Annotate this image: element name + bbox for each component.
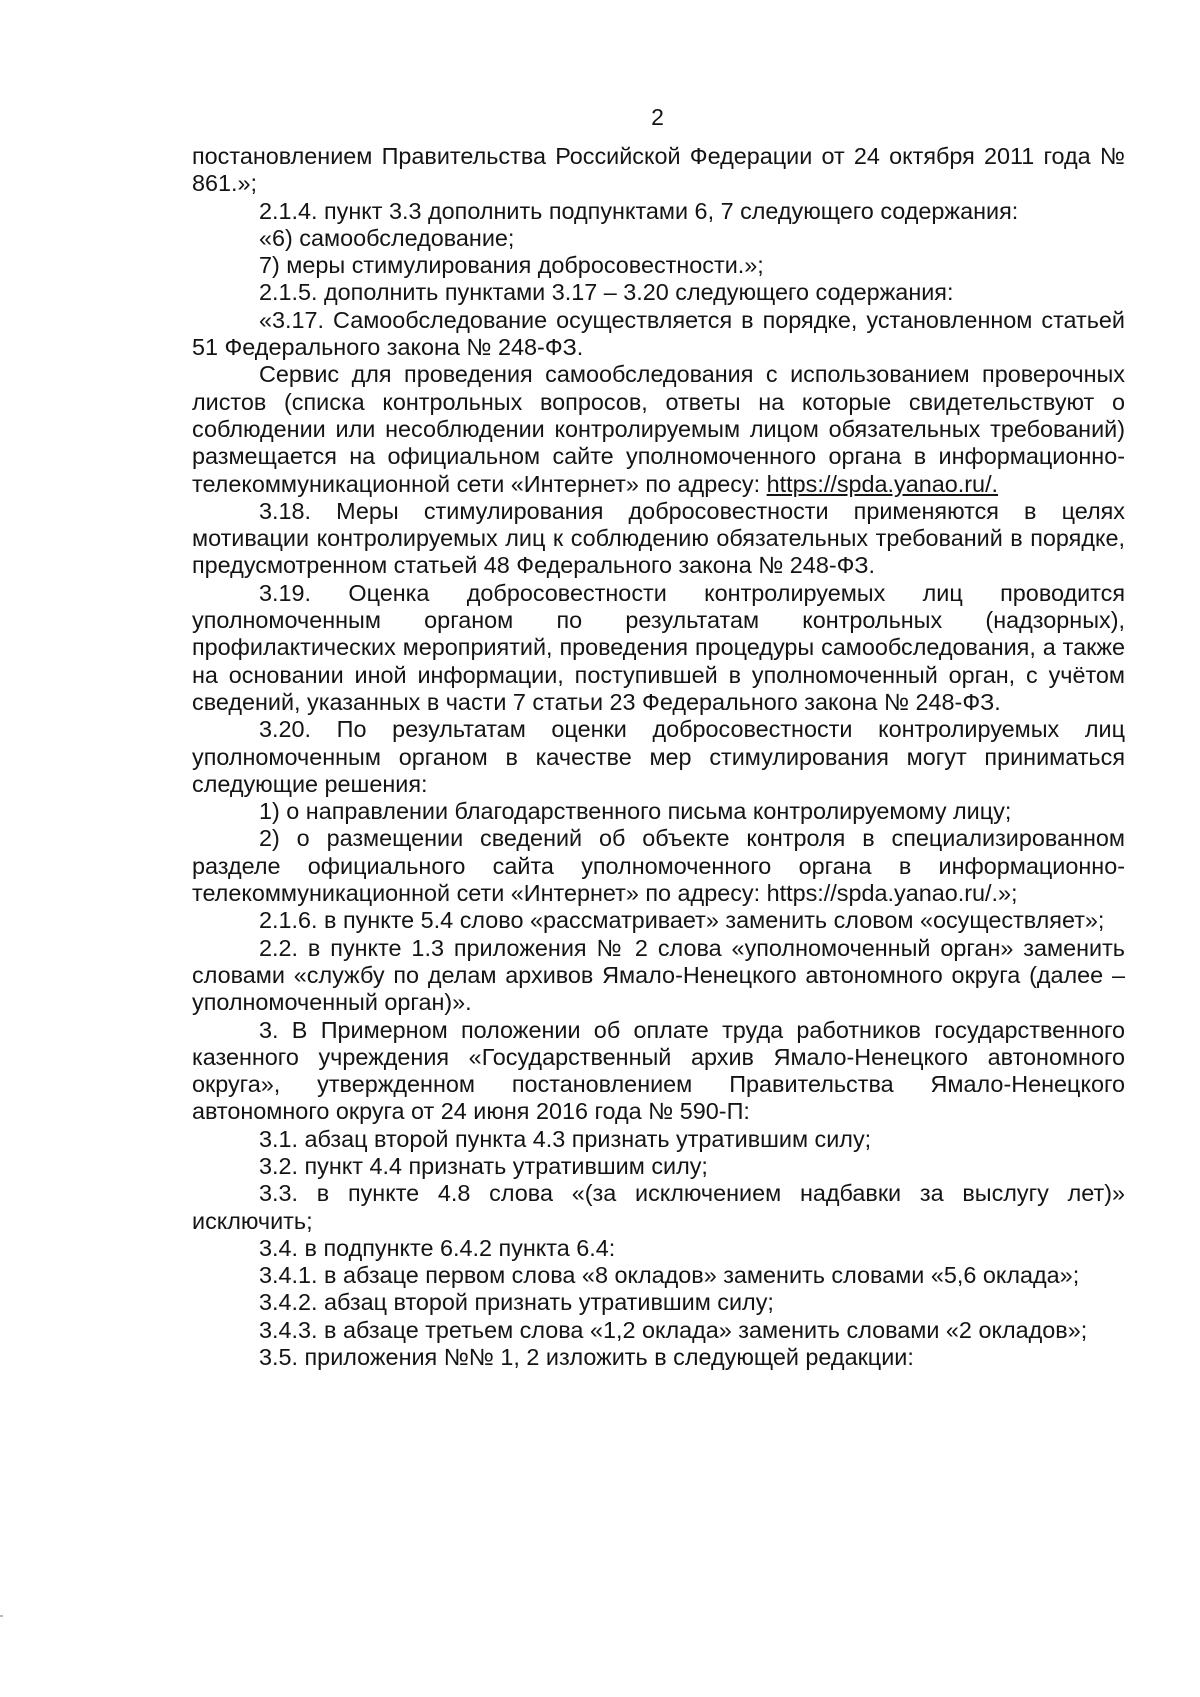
document-body — [192, 143, 1125, 1371]
paragraph-service — [192, 361, 1125, 497]
site-link[interactable]: https://spda.yanao.ru/. — [766, 470, 999, 497]
paragraph-2-1-6: 2.1.6. в пункте 5.4 слово «рассматривает» заменить словом «осуществляет»; — [259, 907, 1105, 934]
paragraph-subitem-6: «6) самообследование; — [259, 224, 515, 251]
paragraph-3: 3. В Примерном положении об оплате труда работников государственного казенного учреждения «Государственный архив Ямало-Ненецкого автономного округа», утвержденном постановлением Правительства Ямало-Ненецкого автономного округа от 24 июня 2016 года № 590-П: — [192, 1016, 1125, 1125]
paragraph-2-1-4: 2.1.4. пункт 3.3 дополнить подпунктами 6, 7 следующего содержания: — [259, 197, 1019, 224]
paragraph-3-4-2: 3.4.2. абзац второй признать утратившим силу; — [259, 1289, 774, 1316]
paragraph-3-1: 3.1. абзац второй пункта 4.3 признать утратившим силу; — [259, 1125, 872, 1152]
paragraph-3-17: «3.17. Самообследование осуществляется в порядке, установленном статьей 51 Федерального закона № 248-ФЗ. — [192, 306, 1125, 361]
paragraph-3-3: 3.3. в пункте 4.8 слова «(за исключением надбавки за выслугу лет)» исключить; — [192, 1180, 1125, 1234]
paragraph-3-18: 3.18. Меры стимулирования добросовестности применяются в целях мотивации контролируемых лиц к соблюдению обязательных требований в порядке, предусмотренном статьей 48 Федерального закона № 248-ФЗ. — [192, 497, 1125, 579]
paragraph-3-4-3: 3.4.3. в абзаце третьем слова «1,2 оклада» заменить словами «2 окладов»; — [259, 1316, 1088, 1343]
paragraph-2-2: 2.2. в пункте 1.3 приложения № 2 слова «уполномоченный орган» заменить словами «службу по делам архивов Ямало-Ненецкого автономного округа (далее – уполномоченный орган)». — [192, 934, 1125, 1016]
paragraph-3-19: 3.19. Оценка добросовестности контролируемых лиц проводится уполномоченным органом по результатам контрольных (надзорных), профилактических мероприятий, проведения процедуры самообследования, а также на основании иной информации, поступившей в уполномоченный орган, с учётом сведений, указанных в части 7 статьи 23 Федерального закона № 248-ФЗ. — [192, 579, 1125, 715]
page-number: 2 — [651, 104, 664, 130]
paragraph-2-1-5: 2.1.5. дополнить пунктами 3.17 – 3.20 следующего содержания: — [259, 279, 954, 306]
paragraph-3-2: 3.2. пункт 4.4 признать утратившим силу; — [259, 1152, 708, 1179]
paragraph-service-text: Сервис для проведения самообследования с использованием проверочных листов (списка контрольных вопросов, ответы на которые свидетельствуют о соблюдении или несоблюдении контролируемым лицом обязательных требований) размещается на официальном сайте уполномоченного органа в информационно-телекоммуникационной сети «Интернет» по адресу: — [192, 361, 1125, 497]
paragraph-decision-1: 1) о направлении благодарственного письма контролируемому лицу; — [259, 798, 1012, 825]
scan-mark — [0, 1615, 3, 1617]
paragraph-3-20: 3.20. По результатам оценки добросовестности контролируемых лиц уполномоченным органом в качестве мер стимулирования могут приниматься следующие решения: — [192, 716, 1125, 797]
paragraph-3-4-1: 3.4.1. в абзаце первом слова «8 окладов» заменить словами «5,6 оклада»; — [259, 1262, 1080, 1289]
paragraph-continuation: постановлением Правительства Российской Федерации от 24 октября 2011 года № 861.»; — [192, 143, 1125, 197]
paragraph-3-4: 3.4. в подпункте 6.4.2 пункта 6.4: — [259, 1234, 616, 1261]
paragraph-decision-2: 2) о размещении сведений об объекте контроля в специализированном разделе официального сайта уполномоченного органа в информационно-телекоммуникационной сети «Интернет» по адресу: https://spda.yanao.ru/.»; — [192, 825, 1125, 907]
paragraph-subitem-7: 7) меры стимулирования добросовестности.»; — [259, 252, 764, 279]
paragraph-3-5: 3.5. приложения №№ 1, 2 изложить в следующей редакции: — [259, 1344, 914, 1371]
